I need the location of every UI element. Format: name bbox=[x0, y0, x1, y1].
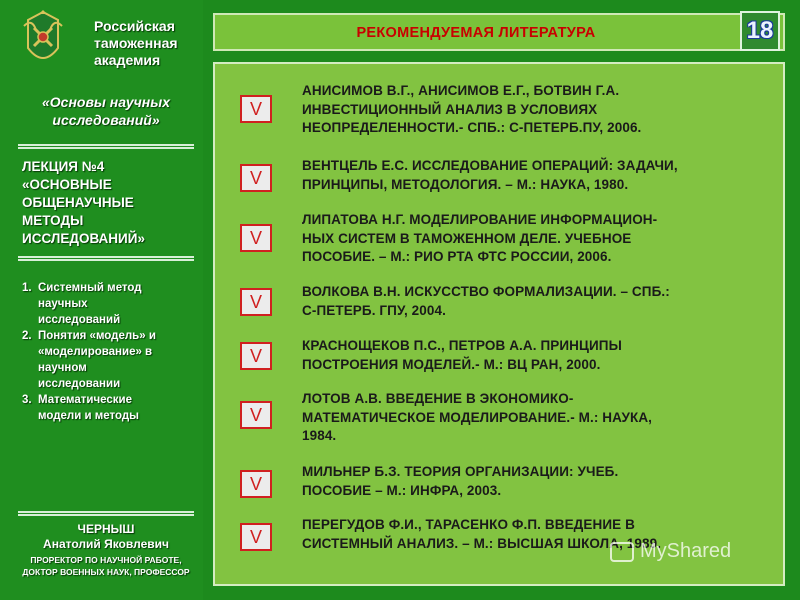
reference-item: ЛИПАТОВА Н.Г. МОДЕЛИРОВАНИЕ ИНФОРМАЦИОН- НЫХ СИСТЕМ В ТАМОЖЕННОМ ДЕЛЕ. УЧЕБНОЕ ПОСОБИЕ. – М.: РИО РТА ФТС РОССИИ, 2006. bbox=[302, 212, 658, 264]
reference-item: АНИСИМОВ В.Г., АНИСИМОВ Е.Г., БОТВИН Г.А. ИНВЕСТИЦИОННЫЙ АНАЛИЗ В УСЛОВИЯХ НЕОПРЕДЕЛЕННОСТИ.- СПБ.: С-ПЕТЕРБ.ПУ, 2006. bbox=[302, 83, 642, 135]
topic-number: 2. bbox=[22, 330, 32, 342]
academy-name: Российская таможенная академия bbox=[94, 18, 178, 68]
author-name: Анатолий Яковлевич bbox=[43, 537, 169, 551]
topic-item bbox=[22, 392, 198, 424]
check-box[interactable]: V bbox=[240, 164, 272, 192]
lecture-title: ЛЕКЦИЯ №4 «ОСНОВНЫЕ ОБЩЕНАУЧНЫЕ МЕТОДЫ ИССЛЕДОВАНИЙ» bbox=[22, 159, 145, 246]
reference-item: ВЕНТЦЕЛЬ Е.С. ИССЛЕДОВАНИЕ ОПЕРАЦИЙ: ЗАДАЧИ, ПРИНЦИПЫ, МЕТОДОЛОГИЯ. – М.: НАУКА, 1980. bbox=[302, 158, 678, 192]
check-box[interactable]: V bbox=[240, 95, 272, 123]
divider bbox=[18, 256, 194, 258]
page-title: РЕКОМЕНДУЕМАЯ ЛИТЕРАТУРА bbox=[356, 25, 596, 41]
reference-item: ЛОТОВ А.В. ВВЕДЕНИЕ В ЭКОНОМИКО- МАТЕМАТИЧЕСКОЕ МОДЕЛИРОВАНИЕ.- М.: НАУКА, 1984. bbox=[302, 391, 653, 443]
author-block bbox=[10, 522, 202, 578]
divider bbox=[18, 144, 194, 146]
check-box[interactable]: V bbox=[240, 288, 272, 316]
slide-number: 18 bbox=[740, 11, 780, 51]
check-box[interactable]: V bbox=[240, 470, 272, 498]
reference-item: ПЕРЕГУДОВ Ф.И., ТАРАСЕНКО Ф.П. ВВЕДЕНИЕ В СИСТЕМНЫЙ АНАЛИЗ. – М.: ВЫСШАЯ ШКОЛА, 1989. bbox=[302, 517, 662, 551]
reference-item: ВОЛКОВА В.Н. ИСКУССТВО ФОРМАЛИЗАЦИИ. – СПБ.: С-ПЕТЕРБ. ГПУ, 2004. bbox=[302, 284, 670, 318]
topic-text: Понятия «модель» и «моделирование» в научном исследовании bbox=[38, 330, 156, 390]
presentation-icon bbox=[610, 542, 634, 562]
customs-emblem-icon bbox=[20, 10, 66, 74]
divider bbox=[18, 511, 194, 513]
check-box[interactable]: V bbox=[240, 523, 272, 551]
topic-item bbox=[22, 328, 198, 392]
author-position: ПРОРЕКТОР ПО НАУЧНОЙ РАБОТЕ, ДОКТОР ВОЕННЫХ НАУК, ПРОФЕССОР bbox=[22, 555, 190, 577]
references-panel bbox=[213, 62, 785, 586]
watermark-text: MyShared bbox=[640, 540, 732, 562]
check-box[interactable]: V bbox=[240, 342, 272, 370]
watermark bbox=[610, 540, 731, 563]
topic-item bbox=[22, 280, 198, 328]
author-surname: ЧЕРНЫШ bbox=[77, 522, 135, 536]
topic-text: Системный метод научных исследований bbox=[38, 282, 142, 326]
title-bar bbox=[213, 13, 785, 51]
topic-number: 1. bbox=[22, 282, 32, 294]
course-title: «Основы научных исследований» bbox=[42, 94, 170, 128]
topic-list bbox=[22, 280, 198, 424]
reference-item: КРАСНОЩЕКОВ П.С., ПЕТРОВ А.А. ПРИНЦИПЫ ПОСТРОЕНИЯ МОДЕЛЕЙ.- М.: ВЦ РАН, 2000. bbox=[302, 338, 622, 372]
topic-text: Математические модели и методы bbox=[38, 394, 139, 422]
check-box[interactable]: V bbox=[240, 224, 272, 252]
reference-item: МИЛЬНЕР Б.З. ТЕОРИЯ ОРГАНИЗАЦИИ: УЧЕБ. ПОСОБИЕ – М.: ИНФРА, 2003. bbox=[302, 464, 619, 498]
topic-number: 3. bbox=[22, 394, 32, 406]
check-box[interactable]: V bbox=[240, 401, 272, 429]
